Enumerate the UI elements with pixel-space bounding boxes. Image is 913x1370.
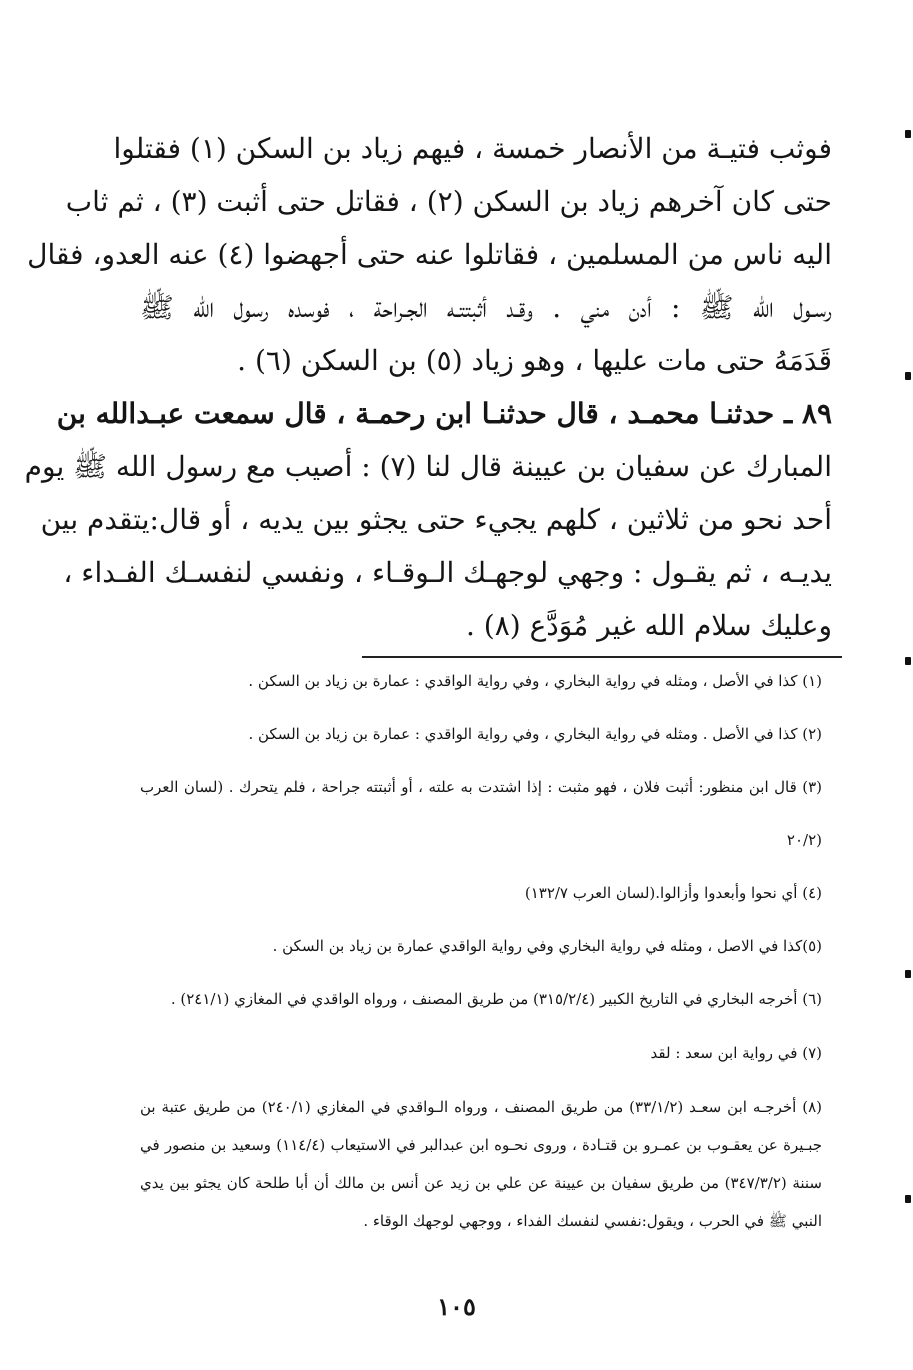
footnote-8-line-3: سننة (٣٤٧/٣/٢) من طريق سفيان بن عيينة عن علي بن زيد عن أنس بن مالك أن أبا طلحة كان يجثو بين يدي [140,1174,822,1192]
edge-mark [905,372,911,380]
main-text-line: اليه ناس من المسلمين ، فقاتلوا عنه حتى أجهضوا (٤) عنه العدو، فقال [27,238,832,271]
footnote-6: (٦) أخرجه البخاري في التاريخ الكبير (٣١٥/٢/٤) من طريق المصنف ، ورواه الواقدي في المغازي (٢٤١/١) . [170,990,822,1008]
main-text-line: رسـول الله ﷺ : أدن مني . وقـد أثبتتـه الجـراحة ، فوسده رسول الله ﷺ [140,291,832,324]
edge-mark [905,1195,911,1203]
page-number: ١٠٥ [437,1292,476,1321]
main-text-line: المبارك عن سفيان بن عيينة قال لنا (٧) : أصيب مع رسول الله ﷺ يوم [24,450,832,483]
footnote-5: (٥)كذا في الاصل ، ومثله في رواية البخاري وفي رواية الواقدي عمارة بن زياد بن السكن . [272,937,822,955]
footnote-4: (٤) أي نحوا وأبعدوا وأزالوا.(لسان العرب ١٣٢/٧) [524,884,822,902]
footnote-8-line-4: النبي ﷺ في الحرب ، ويقول:نفسي لنفسك الفداء ، ووجهي لوجهك الوقاء . [363,1212,822,1230]
main-text-line: يديـه ، ثم يقـول : وجهي لوجهـك الـوقـاء ، ونفسي لنفسـك الفـداء ، [63,556,832,589]
edge-mark [905,970,911,978]
footnote-7: (٧) في رواية ابن سعد : لقد [650,1044,822,1062]
main-text-line: فوثب فتيـة من الأنصار خمسة ، فيهم زياد بن السكن (١) فقتلوا [113,132,832,165]
edge-mark [905,130,911,138]
footnote-2: (٢) كذا في الأصل . ومثله في رواية البخاري ، وفي رواية الواقدي : عمارة بن زياد بن السكن . [248,725,822,743]
footnote-3-continuation: (٢٠/٢ [786,831,822,849]
footnote-3: (٣) قال ابن منظور: أثبت فلان ، فهو مثبت : إذا اشتدت به علته ، أو أثبتته جراحة ، فلم يتحرك . (لسان العرب [140,778,822,796]
main-text-line: وعليك سلام الله غير مُوَدَّع (٨) . [465,609,832,642]
main-text-line: أحد نحو من ثلاثين ، كلهم يجيء حتى يجثو بين يديه ، أو قال:يتقدم بين [40,503,832,536]
footnote-1: (١) كذا في الأصل ، ومثله في رواية البخاري ، وفي رواية الواقدي : عمارة بن زياد بن السكن . [248,672,822,690]
footnote-divider [362,656,842,658]
footnote-8-line-2: جبـيرة عن يعقـوب بن عمـرو بن قتـادة ، وروى نحـوه ابن عبدالبر في الاستيعاب (١١٤/٤) وسعيد بن منصور في [140,1136,822,1154]
hadith-heading-line: ٨٩ ـ حدثنـا محمـد ، قال حدثنـا ابن رحمـة ، قال سمعت عبـدالله بن [56,397,832,430]
main-text-line: قَدَمَهُ حتى مات عليها ، وهو زياد (٥) بن السكن (٦) . [237,344,832,377]
edge-mark [905,657,911,665]
footnote-8: (٨) أخرجـه ابن سعـد (٣٣/١/٢) من طريق المصنف ، ورواه الـواقدي في المغازي (٢٤٠/١) من طريق عتبة بن [140,1098,822,1116]
main-text-block [24,122,832,652]
main-text-line: حتى كان آخرهم زياد بن السكن (٢) ، فقاتل حتى أثبت (٣) ، ثم ثاب [65,185,832,218]
